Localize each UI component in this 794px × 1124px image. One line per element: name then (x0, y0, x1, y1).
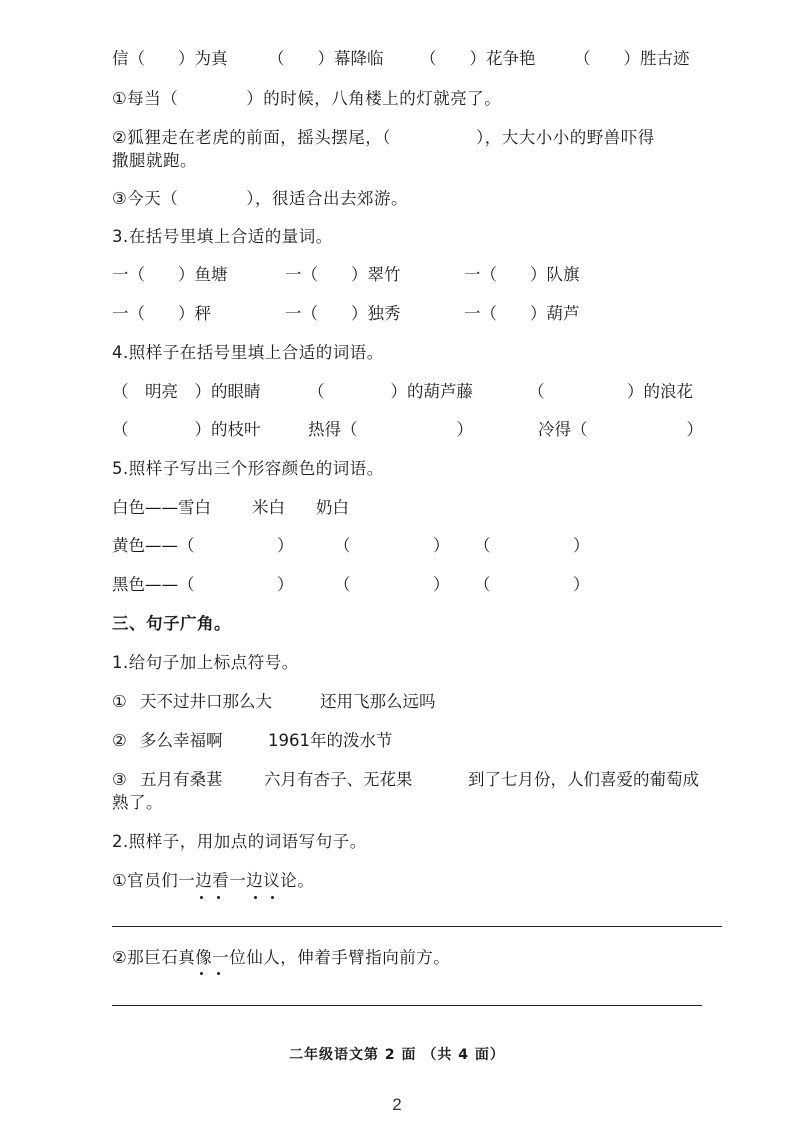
question-3-title: 3.在括号里填上合适的量词。 (112, 227, 333, 246)
s1-num: ② (112, 731, 127, 750)
sentence-3: ③今天（ ），很适合出去郊游。 (112, 189, 409, 208)
q5-blank: 黑色——（ ） (112, 575, 294, 594)
s1-text: 还用飞那么远吗 (320, 692, 436, 711)
s2-example-1: ①官员们一边看一边议论。 (112, 871, 315, 890)
q5-blank: （ ） (334, 536, 450, 555)
q3-item: 一（ ）队旗 (464, 265, 580, 284)
sentence-1: ①每当（ ）的时候，八角楼上的灯就亮了。 (112, 89, 502, 108)
question-5-title: 5.照样子写出三个形容颜色的词语。 (112, 459, 384, 478)
s1-text: 六月有杏子、无花果 (264, 770, 413, 789)
s1-text: 天不过井口那么大 (140, 692, 272, 711)
s1-text: 多么幸福啊 (140, 731, 223, 750)
emphasis-dot (200, 972, 203, 975)
q3-item: 一（ ）葫芦 (464, 304, 580, 323)
q3-item: 一（ ）鱼塘 (112, 265, 228, 284)
sentence-2-part-a: ②狐狸走在老虎的前面，摇头摆尾，（ ），大大小小的野兽吓得 (112, 128, 655, 147)
s1-num: ① (112, 692, 127, 711)
s2-title: 2.照样子，用加点的词语写句子。 (112, 832, 367, 851)
q5-blank: （ ） (474, 575, 590, 594)
question-4-title: 4.照样子在括号里填上合适的词语。 (112, 343, 384, 362)
q3-item: 一（ ）秤 (112, 304, 211, 323)
s1-num: ③ (112, 770, 127, 789)
q3-item: 一（ ）翠竹 (285, 265, 401, 284)
idiom-3: （ ）花争艳 (420, 49, 536, 68)
emphasis-dot (217, 972, 220, 975)
q5-example: 白色——雪白 (112, 498, 211, 517)
page-footer: 二年级语文第 2 面 （共 4 面） (289, 1047, 505, 1063)
emphasis-dot (271, 896, 274, 899)
q3-item: 一（ ）独秀 (285, 304, 401, 323)
idiom-4: （ ）胜古迹 (574, 49, 690, 68)
section-3-title: 三、句子广角。 (112, 614, 231, 633)
idiom-2: （ ）幕降临 (268, 49, 384, 68)
page-number: 2 (392, 1095, 402, 1114)
s1-item-3-cont: 熟了。 (112, 793, 163, 812)
s2-example-2: ②那巨石真像一位仙人，伸着手臂指向前方。 (112, 948, 451, 967)
emphasis-dot (254, 896, 257, 899)
q4-item: 热得（ ） (308, 420, 473, 439)
q4-item: （ ）的浪花 (528, 382, 693, 401)
s1-text: 1961年的泼水节 (268, 731, 393, 750)
emphasis-dot (200, 896, 203, 899)
q5-blank: （ ） (474, 536, 590, 555)
s1-text: 到了七月份，人们喜爱的葡萄成 (468, 770, 699, 789)
q4-item: 冷得（ ） (538, 420, 703, 439)
emphasis-dot (217, 896, 220, 899)
q5-blank: （ ） (334, 575, 450, 594)
idiom-1: 信（ ）为真 (112, 49, 228, 68)
answer-line-1[interactable] (112, 926, 722, 927)
q4-item: （ 明亮 ）的眼睛 (112, 382, 261, 401)
sentence-2-part-b: 撒腿就跑。 (112, 151, 197, 170)
q5-example: 奶白 (316, 498, 349, 517)
s1-title: 1.给句子加上标点符号。 (112, 653, 299, 672)
q4-item: （ ）的枝叶 (112, 420, 261, 439)
s1-text: 五月有桑葚 (140, 770, 223, 789)
q5-blank: 黄色——（ ） (112, 536, 294, 555)
q4-item: （ ）的葫芦藤 (308, 382, 473, 401)
answer-line-2[interactable] (112, 1005, 702, 1006)
q5-example: 米白 (252, 498, 285, 517)
